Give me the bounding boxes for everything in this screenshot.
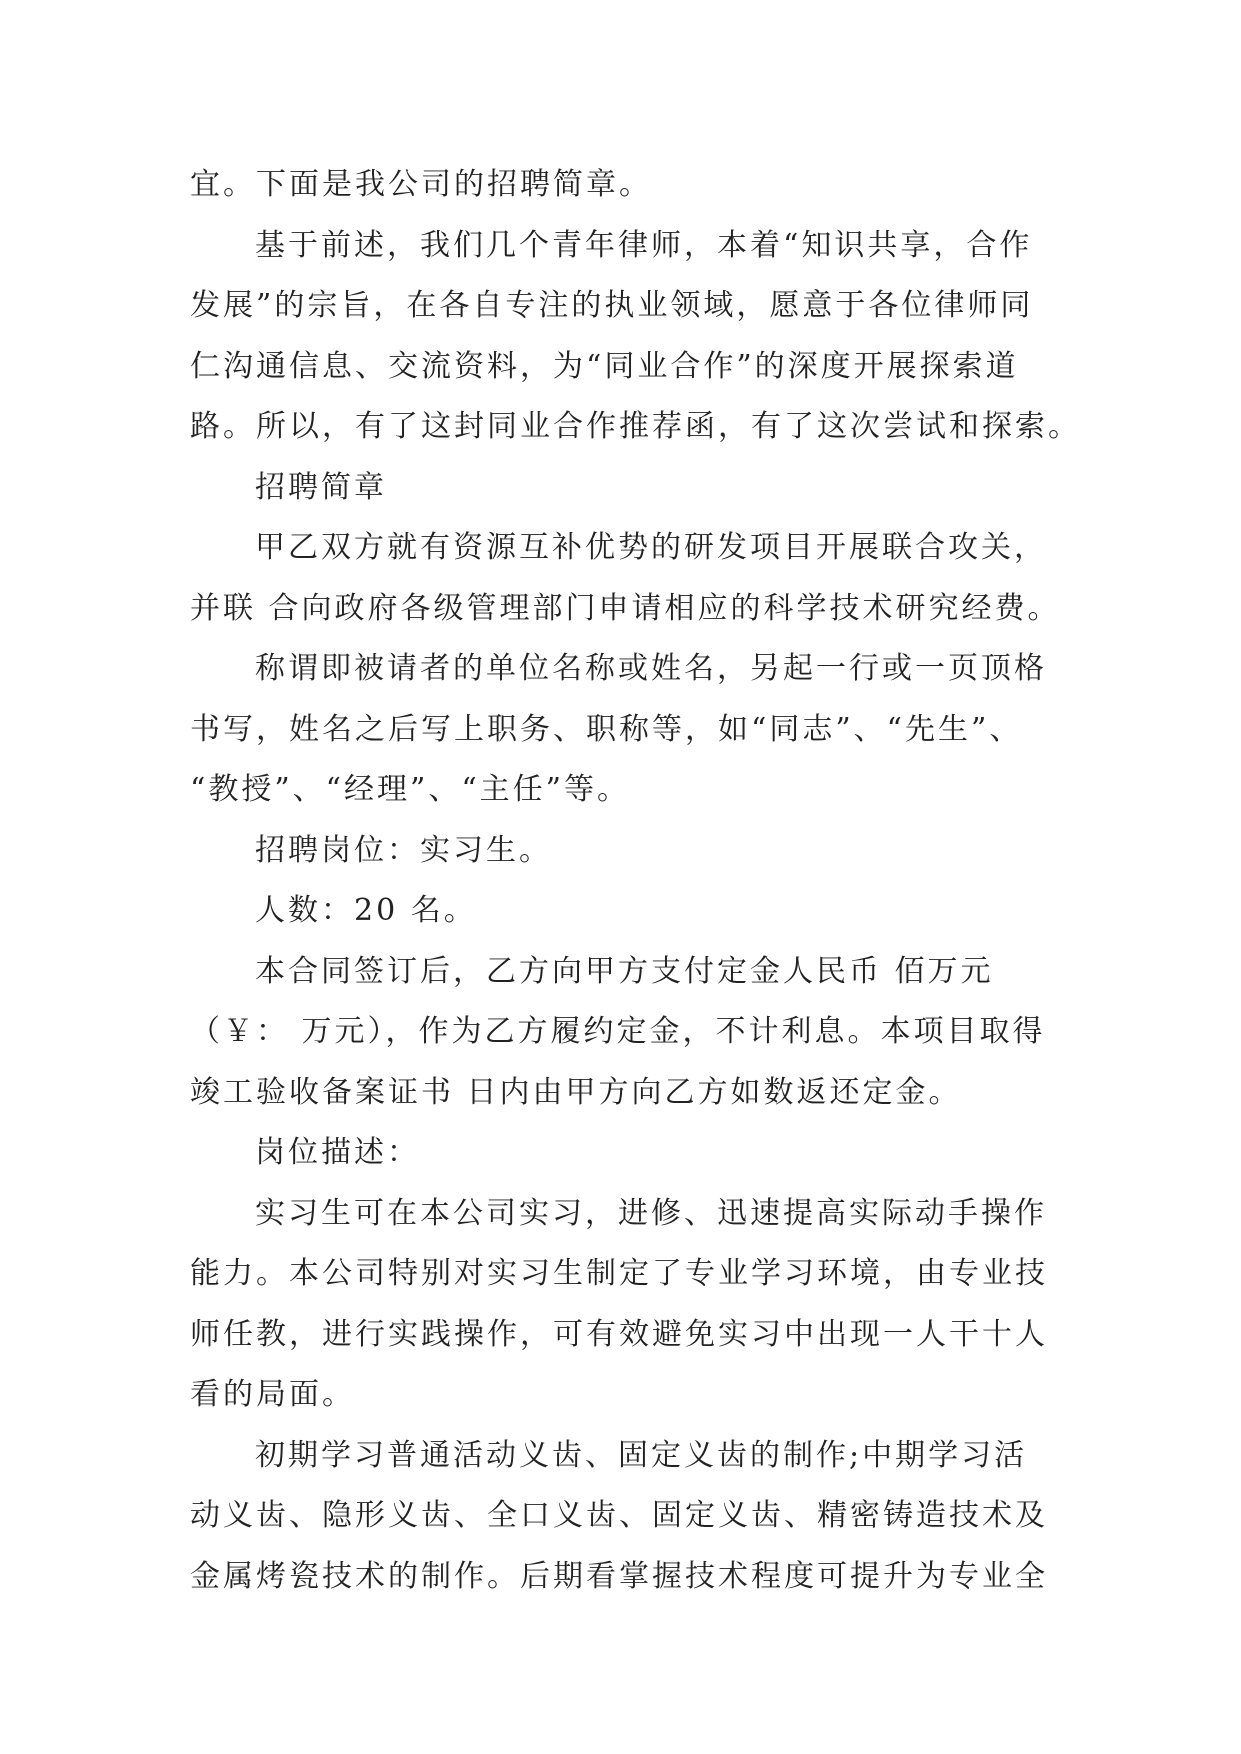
text-line: “教授”、“经理”、“主任”等。: [190, 772, 631, 807]
text-line: 宜。下面是我公司的招聘简章。: [190, 167, 652, 202]
text-line: 金属烤瓷技术的制作。后期看掌握技术程度可提升为专业全: [190, 1558, 1048, 1594]
text-line: 招聘岗位：实习生。: [255, 832, 552, 868]
text-line: 并联 合向政府各级管理部门申请相应的科学技术研究经费。: [190, 590, 1061, 626]
text-line: 发展”的宗旨，在各自专注的执业领域，愿意于各位律师同: [190, 288, 1034, 323]
text-line: 路。所以，有了这封同业合作推荐函，有了这次尝试和探索。: [190, 409, 1081, 444]
text-line: 竣工验收备案证书 日内由甲方向乙方如数返还定金。: [190, 1074, 962, 1110]
text-line: （￥： 万元），作为乙方履约定金，不计利息。本项目取得: [190, 1014, 1046, 1049]
text-line: 能力。本公司特别对实习生制定了专业学习环境，由专业技: [190, 1256, 1048, 1291]
text-line: 仁沟通信息、交流资料，为“同业合作”的深度开展探索道: [190, 348, 1019, 384]
document-body: [190, 155, 1081, 1607]
text-line: 看的局面。: [190, 1377, 355, 1412]
text-line: 本合同签订后，乙方向甲方支付定金人民币 佰万元: [255, 953, 994, 989]
text-line: 甲乙双方就有资源互补优势的研发项目开展联合攻关，: [255, 530, 1047, 565]
text-line: 初期学习普通活动义齿、固定义齿的制作;中期学习活: [255, 1437, 1028, 1473]
text-line: 称谓即被请者的单位名称或姓名，另起一行或一页顶格: [255, 651, 1047, 686]
text-line: 书写，姓名之后写上职务、职称等，如“同志”、“先生”、: [190, 711, 1023, 747]
section-heading: 招聘简章: [255, 469, 387, 505]
section-heading: 岗位描述：: [255, 1135, 420, 1170]
text-line: 实习生可在本公司实习，进修、迅速提高实际动手操作: [255, 1195, 1047, 1231]
text-line: 人数：20 名。: [255, 893, 477, 928]
text-line: 师任教，进行实践操作，可有效避免实习中出现一人干十人: [190, 1316, 1048, 1352]
text-line: 基于前述，我们几个青年律师，本着“知识共享，合作: [255, 227, 1033, 263]
text-line: 动义齿、隐形义齿、全口义齿、固定义齿、精密铸造技术及: [190, 1498, 1048, 1533]
